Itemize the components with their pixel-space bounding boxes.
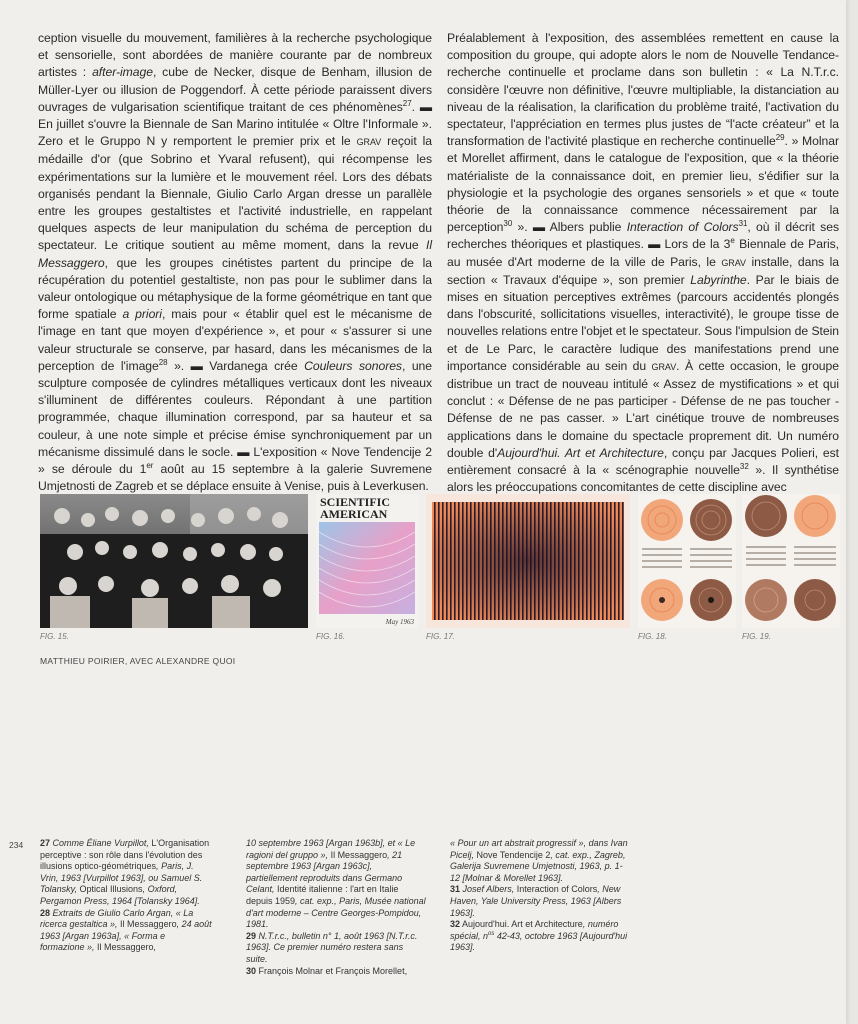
footnote-29 bbox=[246, 931, 426, 966]
footnote-number: 32 bbox=[450, 919, 461, 930]
text-run: installe, dans la section « Travaux d'équipe », son premier bbox=[447, 254, 839, 287]
figure-caption: FIG. 15. bbox=[40, 632, 69, 641]
note-text: L'Organisation perceptive : son rôle dans l'évolution des illusions optico-géométriques bbox=[40, 838, 210, 872]
figure-caption: FIG. 16. bbox=[316, 632, 345, 641]
text-run-smallcaps: GRAV bbox=[651, 361, 677, 372]
paragraph-left bbox=[38, 30, 432, 495]
note-text: Art et Architecture bbox=[511, 919, 583, 930]
note-text: François Molnar et François Morellet, bbox=[256, 965, 408, 976]
text-run-italic: Labyrinthe bbox=[690, 272, 747, 287]
stripe-artwork-image bbox=[426, 494, 630, 628]
magazine-title-line: SCIENTIFIC bbox=[320, 495, 391, 509]
note-text: , 21 septembre 1963 [Argan 1963c], partiellement reproduits dans Germano Celant, bbox=[246, 849, 403, 895]
footnote-number: 28 bbox=[40, 907, 51, 918]
text-run: , une sculpture composée de cylindres métalliques verticaux dont les niveaux s'illuminent de différentes couleurs. Répondant à une partition programmée, chaque illumination correspond, par sa hauteur et sa couleur, à une note simple et précise émise synchroniquement par un mécanisme dissimulé dans le socle. bbox=[38, 358, 433, 459]
figure-18-disks bbox=[638, 494, 736, 641]
separator-dash: ▬ bbox=[237, 444, 250, 459]
footnote-ref: 30 bbox=[503, 219, 513, 229]
text-run: ». Il synthétise alors les préoccupations concomitantes de cette discipline avec bbox=[447, 463, 839, 495]
footnote-number: 31 bbox=[450, 884, 461, 895]
figure-caption: FIG. 17. bbox=[426, 632, 455, 641]
note-text: , New Haven, Yale University Press, 1963 [Albers 1963]. bbox=[450, 884, 622, 918]
author-line: MATTHIEU POIRIER, AVEC ALEXANDRE QUOI bbox=[40, 656, 236, 666]
footnotes-column-2 bbox=[246, 838, 426, 977]
figure-16-magazine bbox=[316, 494, 418, 641]
text-run: . » Molnar et Morellet affirment, dans le catalogue de l'exposition, que « la théorie matérialiste de la connaissance doit, en premier lieu, s'édifier sur la physiologie et la psychologie des organes sensoriels » et que « toute théorie de la connaissance commence nécessairement par la perception bbox=[447, 134, 839, 235]
note-text: Aujourd'hui. bbox=[460, 919, 512, 930]
text-run-italic: a priori bbox=[122, 307, 162, 322]
note-text: Il Messaggero bbox=[120, 919, 177, 930]
note-text: , Paris, J. Vrin, 1963 [Vurpillot 1963], ou Samuel S. Tolansky, bbox=[40, 861, 203, 895]
text-run: En juillet s'ouvre la Biennale de San Marino intitulée « Oltre l'Informale ». Zero et le Gruppo N y remportent le premier prix et le bbox=[38, 117, 432, 149]
text-run: ». bbox=[167, 358, 191, 373]
text-column-right bbox=[447, 30, 839, 496]
footnote-28 bbox=[40, 908, 212, 954]
note-text: , 24 août 1963 [Argan 1963a], « Forma e formazione », bbox=[40, 919, 212, 953]
text-run: , où il décrit ses recherches théoriques et plastiques. bbox=[447, 220, 839, 252]
note-text: Comme Éliane Vurpillot, bbox=[50, 838, 152, 848]
note-text: Interaction of Colors bbox=[516, 884, 598, 895]
footnote-27 bbox=[40, 838, 212, 908]
text-run: L'exposition « Nove Tendencije 2 » se déroule du 1 bbox=[38, 444, 433, 477]
op-art-cover-image bbox=[319, 522, 415, 614]
text-run: . bbox=[411, 99, 420, 114]
footnote-32: 32 Aujourd'hui. Art et Architecture, numéro spécial, $n^{os}$ 42-43, octobre 1963 [Aujourd'hui 1963]. bbox=[450, 919, 628, 953]
footnotes-column-1 bbox=[40, 838, 212, 954]
page-number: 234 bbox=[9, 840, 24, 850]
text-run-italic: Il Messaggero bbox=[38, 238, 432, 270]
figure-strip bbox=[40, 494, 840, 644]
footnote-number: 30 bbox=[246, 965, 257, 976]
note-text: Nove Tendencije 2 bbox=[476, 849, 551, 860]
footnote-ref: 29 bbox=[775, 133, 785, 143]
text-run: Lors de la 3 bbox=[660, 237, 731, 252]
paragraph-right bbox=[447, 30, 839, 496]
text-run: ception visuelle du mouvement, familières à la recherche psychologique et sensorielle, sont abordées de manière courante par de nombreux artistes : bbox=[38, 31, 432, 80]
text-run: , mais pour « établir quel est le mécanisme de l'image en tant que moyen d'expérience », et pour « s'assurer si une valeur structurale se conserve, par hasard, dans les mécanismes de la perception de l'image bbox=[38, 307, 433, 373]
text-run-italic: after-image bbox=[92, 65, 153, 80]
text-run: Albers publie bbox=[545, 220, 627, 235]
separator-dash: ▬ bbox=[532, 220, 546, 235]
text-run-italic: Interaction of Colors bbox=[626, 220, 739, 235]
footnotes-column-3 bbox=[450, 838, 630, 954]
separator-dash: ▬ bbox=[419, 99, 432, 114]
superscript: e bbox=[730, 236, 735, 246]
figure-caption: FIG. 18. bbox=[638, 632, 667, 641]
text-run: Vardanega crée bbox=[202, 358, 305, 373]
footnote-30 bbox=[246, 966, 426, 978]
footnote-28-cont bbox=[246, 838, 426, 931]
note-text: Optical Illusions bbox=[79, 884, 143, 895]
note-text: « Pour un art abstrait progressif », dans Ivan Picelj, bbox=[450, 838, 628, 860]
note-text: Il Messaggero bbox=[330, 849, 388, 860]
note-text: , bbox=[153, 942, 157, 953]
group-photo-image bbox=[40, 494, 308, 628]
magazine-date: May 1963 bbox=[385, 618, 414, 626]
text-run: , que les groupes cinétistes partent du principe de la récupération du potentiel gestaltiste, non pas pour le sublimer dans la valeur ontologique ou métaphysique de la forme géométrique en tant que forme spatiale bbox=[38, 255, 432, 322]
figure-caption: FIG. 19. bbox=[742, 632, 771, 641]
note-text: , cat. exp., Zagreb, Galerija Suvremene Umjetnosti, 1963, p. 1-12 [Molnar & Morellet 1963]. bbox=[450, 849, 626, 883]
disks-image-a bbox=[638, 494, 736, 628]
footnote-ref: 27 bbox=[402, 98, 412, 108]
superscript: er bbox=[146, 461, 154, 471]
note-text: Extraits de Giulio Carlo Argan, « La ricerca gestaltica », bbox=[40, 907, 194, 930]
footnote-number: 29 bbox=[246, 930, 257, 941]
text-run: août au 15 septembre à la galerie Suvremene Umjetnosti de Zagreb et se déplace ensuite à Venise, puis à Leverkusen. bbox=[38, 462, 432, 494]
text-run: Préalablement à l'exposition, des assemblées remettent en cause la composition du groupe, qui adopte alors le nom de Nouvelle Tendance-recherche continuelle et proclame dans son bulletin : « La N.T.r.c. considère l'œuvre non définitive, l'œuvre multipliable, la distanciation au niveau de la réalisation, la clarification du problème traité, l'activation du spectateur, l'appréciation en termes plus justes de “l'acte créateur” et la transformation de l'activité plastique en recherche continuelle bbox=[447, 31, 839, 149]
footnote-31 bbox=[450, 884, 630, 919]
figure-19-disks bbox=[742, 494, 840, 641]
text-run: ». bbox=[512, 220, 533, 235]
footnote-ref: 31 bbox=[738, 219, 748, 229]
text-run: . À cette occasion, le groupe distribue un tract de nouveau intitulé « Assez de mystifications » et qui conclut : « Défense de ne pas participer - Défense de ne pas toucher - Défense de ne pas casser. » L'art cinétique trouve de nombreuses applications dans le domaine du spectacle proprement dit. Un numéro double d' bbox=[447, 358, 839, 460]
text-run: , conçu par Jacques Polieri, est entièrement consacré à la « scénographie nouvelle bbox=[447, 445, 840, 478]
note-text: , Oxford, Pergamon Press, 1964 [Tolansky 1964]. bbox=[40, 884, 200, 906]
magazine-title-line: AMERICAN bbox=[320, 507, 388, 521]
footnote-number: 27 bbox=[40, 838, 51, 848]
note-text: , numéro spécial, n bbox=[450, 919, 619, 941]
separator-dash: ▬ bbox=[648, 237, 661, 252]
text-run-smallcaps: GRAV bbox=[721, 257, 746, 268]
text-run-smallcaps: GRAV bbox=[356, 137, 382, 148]
figure-15-photo bbox=[40, 494, 308, 641]
note-text: , cat. exp., Paris, Musée national d'art moderne – Centre Georges-Pompidou, 1981. bbox=[246, 895, 426, 930]
note-text: Il Messaggero bbox=[97, 942, 154, 953]
text-column-left bbox=[38, 30, 432, 495]
text-run-italic: Couleurs sonores bbox=[304, 358, 402, 373]
text-run: reçoit la médaille d'or (que Sobrino et Yvaral refusent), qui récompense les expérimentations sur la lumière et le mouvement réel. Lors des débats organisés pendant la Biennale, Giulio Carlo Argan dresse un parallèle entre les groupes gestaltistes et l'activité industrielle, en rappelant quelques aspects de leur manipulation du schéma de perception du spectateur. Le critique soutient au même moment, dans la revue bbox=[38, 134, 432, 253]
separator-dash: ▬ bbox=[190, 358, 203, 373]
footnote-30-cont bbox=[450, 838, 630, 884]
note-text: Josef Albers, bbox=[460, 884, 517, 895]
note-text: 42-43, octobre 1963 [Aujourd'hui 1963]. bbox=[450, 930, 628, 953]
note-text: N.T.r.c., bulletin n° 1, août 1963 [N.T.r.c. 1963]. Ce premier numéro restera sans suite. bbox=[246, 930, 418, 964]
magazine-cover bbox=[316, 494, 418, 628]
disks-image-b bbox=[742, 494, 840, 628]
note-text: Identité italienne : l'art en Italie depuis 1959 bbox=[246, 884, 399, 906]
figure-17-stripes bbox=[426, 494, 630, 641]
footnote-ref: 28 bbox=[158, 357, 168, 367]
footnote-ref: 32 bbox=[739, 462, 749, 472]
text-run: . Par le biais de mises en situation perceptives extrêmes (parcours accidentés plongés dans l'obscurité, sollicitations visuelles, interactivité), le groupe tisse de nouvelles relations entre l'objet et le spectateur. Sous l'impulsion de Stein et de Le Parc, le caractère ludique des manifestations prend une importance considérable au sein du bbox=[447, 272, 840, 373]
text-run: Biennale de Paris, au musée d'Art moderne de la ville de Paris, le bbox=[447, 237, 839, 269]
text-run: , cube de Necker, disque de Benham, illusion de Müller-Lyer ou illusion de Poggendorf. À cette période paraissent divers ouvrages de vulgarisation scientifique traitant de ces phénomènes bbox=[38, 65, 433, 114]
note-text: 10 septembre 1963 [Argan 1963b], et « Le ragioni del gruppo », bbox=[246, 838, 416, 860]
magazine-title bbox=[320, 496, 390, 520]
text-run-italic: Aujourd'hui. Art et Architecture bbox=[497, 445, 664, 460]
